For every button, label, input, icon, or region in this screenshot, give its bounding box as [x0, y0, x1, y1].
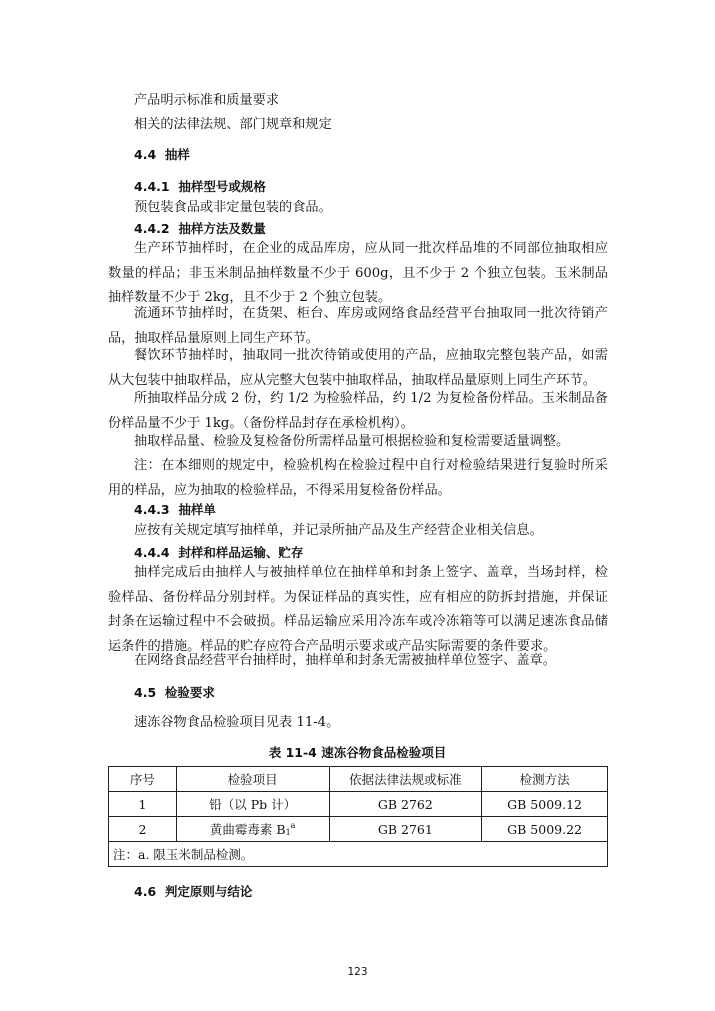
table-cell-method: GB 5009.12	[482, 792, 608, 817]
section-title: 抽样单	[178, 502, 216, 517]
page-number: 123	[347, 966, 368, 978]
section-4-4-1-heading	[134, 179, 266, 195]
table-note: 注：a. 限玉米制品检测。	[109, 842, 608, 867]
column-header: 序号	[109, 767, 177, 792]
table-row	[109, 817, 608, 842]
section-4-6-heading	[134, 884, 252, 900]
section-title: 封样和样品运输、贮存	[178, 545, 304, 560]
section-title: 抽样方法及数量	[178, 221, 266, 236]
section-4-4-3-heading	[134, 502, 216, 518]
section-number: 4.4.1	[134, 179, 170, 194]
table-cell-method: GB 5009.22	[482, 817, 608, 842]
table-header-row	[109, 767, 608, 792]
paragraph-circulation-sampling: 流通环节抽样时，在货架、柜台、库房或网络食品经营平台抽取同一批次待销产品，抽取样品量原则上同生产环节。	[108, 306, 608, 346]
section-title: 判定原则与结论	[164, 884, 253, 899]
paragraph-note: 注：在本细则的规定中，检验机构在检验过程中自行对检验结果进行复验时所采用的样品，应为抽取的检验样品，不得采用复检备份样品。	[108, 458, 608, 498]
section-title: 抽样	[164, 147, 190, 162]
paragraph-catering-sampling: 餐饮环节抽样时，抽取同一批次待销或使用的产品，应抽取完整包装产品，如需从大包装中抽取样品，应从完整大包装中抽取样品，抽取样品量原则上同生产环节。	[108, 348, 608, 388]
paragraph-sample-adjust: 抽取样品量、检验及复检备份所需样品量可根据检验和复检需要适量调整。	[134, 434, 570, 449]
item-name: 黄曲霉毒素 B	[209, 822, 286, 837]
section-number: 4.4.3	[134, 502, 170, 517]
inspection-items-table	[108, 766, 608, 867]
paragraph-online-sampling: 在网络食品经营平台抽样时，抽样单和封条无需被抽样单位签字、盖章。	[134, 653, 556, 668]
item-subscript: 1	[285, 828, 291, 837]
table-cell-basis: GB 2762	[329, 792, 482, 817]
section-4-5-heading	[134, 685, 215, 701]
section-4-4-2-heading	[134, 221, 266, 237]
section-number: 4.6	[134, 884, 157, 899]
section-title: 检验要求	[164, 685, 215, 700]
section-number: 4.4	[134, 147, 157, 162]
paragraph-production-sampling: 生产环节抽样时，在企业的成品库房，应从同一批次样品堆的不同部位抽取相应数量的样品；非玉米制品抽样数量不少于 600g，且不少于 2 个独立包装。玉米制品抽样数量不少于 2kg，且不少于 2 个独立包装。	[108, 241, 608, 305]
paragraph-sealing-transport: 抽样完成后由抽样人与被抽样单位在抽样单和封条上签字、盖章，当场封样，检验样品、备份样品分别封样。为保证样品的真实性，应有相应的防拆封措施，并保证封条在运输过程中不会破损。样品运输应采用冷冻车或冷冻箱等可以满足速冻食品储运条件的措施。样品的贮存应符合产品明示要求或产品实际需要的条件要求。	[108, 565, 608, 654]
section-4-5-text: 速冻谷物食品检验项目见表 11-4。	[134, 715, 340, 730]
table-cell-item: 铅（以 Pb 计）	[176, 792, 329, 817]
table-cell-item	[176, 817, 329, 842]
section-4-4-3-text: 应按有关规定填写抽样单，并记录所抽产品及生产经营企业相关信息。	[134, 523, 543, 538]
section-4-4-heading	[134, 147, 190, 163]
intro-line-2: 相关的法律法规、部门规章和规定	[134, 117, 332, 132]
section-4-4-4-heading	[134, 545, 303, 561]
table-note-row	[109, 842, 608, 867]
section-number: 4.4.4	[134, 545, 170, 560]
paragraph-sample-split: 所抽取样品分成 2 份，约 1/2 为检验样品，约 1/2 为复检备份样品。玉米制品备份样品量不少于 1kg。（备份样品封存在承检机构）。	[108, 391, 608, 431]
intro-line-1: 产品明示标准和质量要求	[134, 93, 280, 108]
table-row	[109, 792, 608, 817]
table-caption: 表 11-4 速冻谷物食品检验项目	[268, 745, 447, 760]
section-title: 抽样型号或规格	[178, 179, 266, 194]
table-cell-basis: GB 2761	[329, 817, 482, 842]
column-header: 检验项目	[176, 767, 329, 792]
column-header: 依据法律法规或标准	[329, 767, 482, 792]
table-cell-no: 2	[109, 817, 177, 842]
column-header: 检测方法	[482, 767, 608, 792]
table-cell-no: 1	[109, 792, 177, 817]
section-4-4-1-text: 预包装食品或非定量包装的食品。	[134, 200, 332, 215]
section-number: 4.5	[134, 685, 157, 700]
section-number: 4.4.2	[134, 221, 170, 236]
item-footnote-mark: a	[290, 821, 296, 830]
